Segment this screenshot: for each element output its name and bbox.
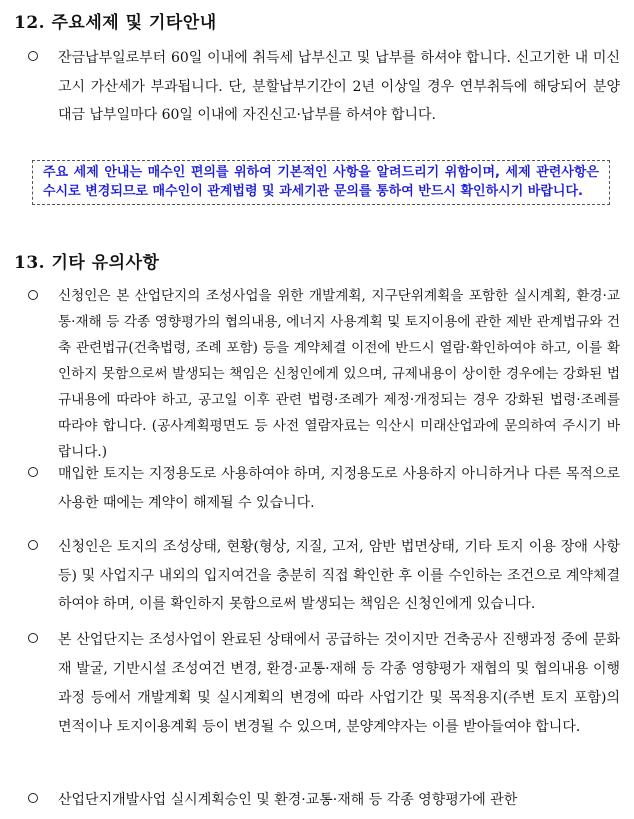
tax-notice-box: 주요 세제 안내는 매수인 편의를 위하여 기본적인 사항을 알려드리기 위함이며, 세제 관련사항은 수시로 변경되므로 매수인이 관계법령 및 과세기관 문의를 통하여 반드시 확인하시기 바랍니다. bbox=[32, 160, 610, 205]
list-item-land-use bbox=[28, 460, 620, 517]
implementation-plan-text: 산업단지개발사업 실시계획승인 및 환경·교통·재해 등 각종 영향평가에 관한 bbox=[58, 792, 518, 808]
site-condition-text: 신청인은 토지의 조성상태, 현황(형상, 지질, 고저, 암반 법면상태, 기타 토지 이용 장애 사항 등) 및 사업지구 내외의 입지여건을 충분히 직접 확인한 후 이를 수인하는 조건으로 계약체결 하여야 하며, 이를 확인하지 못함으로써 발생되는 책임은 신청인에게 있습니다. bbox=[58, 539, 621, 612]
circle-bullet-icon bbox=[28, 283, 40, 295]
list-item-implementation-plan bbox=[28, 786, 620, 815]
land-use-text: 매입한 토지는 지정용도로 사용하여야 하며, 지정용도로 사용하지 아니하거나 다른 목적으로 사용한 때에는 계약이 해제될 수 있습니다. bbox=[58, 466, 620, 511]
list-item-tax-filing bbox=[28, 44, 620, 130]
section-13-heading: 13. 기타 유의사항 bbox=[14, 253, 160, 273]
tax-filing-text: 잔금납부일로부터 60일 이내에 취득세 납부신고 및 납부를 하셔야 합니다. 신고기한 내 미신고시 가산세가 부과됩니다. 단, 분할납부기간이 2년 이상일 경우 연부취득에 해당되어 분양대금 납부일마다 60일 이내에 자진신고·납부를 하셔야 합니다. bbox=[58, 50, 620, 123]
circle-bullet-icon bbox=[28, 44, 40, 56]
list-item-regulations bbox=[28, 283, 620, 465]
circle-bullet-icon bbox=[28, 460, 40, 472]
section-12-heading: 12. 주요세제 및 기타안내 bbox=[14, 13, 217, 33]
plan-change-text: 본 산업단지는 조성사업이 완료된 상태에서 공급하는 것이지만 건축공사 진행과정 중에 문화재 발굴, 기반시설 조성여건 변경, 환경·교통·재해 등 각종 영향평가 재협의 및 협의내용 이행과정 등에서 개발계획 및 실시계획의 변경에 따라 사업기간 및 목적용지(주변 토지 포함)의 면적이나 토지이용계획 등이 변경될 수 있으며, 분양계약자는 이를 받아들여야 합니다. bbox=[58, 632, 620, 735]
circle-bullet-icon bbox=[28, 786, 40, 798]
list-item-site-condition bbox=[28, 533, 620, 619]
circle-bullet-icon bbox=[28, 626, 40, 638]
list-item-plan-change bbox=[28, 626, 620, 742]
regulations-text: 신청인은 본 산업단지의 조성사업을 위한 개발계획, 지구단위계획을 포함한 실시계획, 환경·교통·재해 등 각종 영향평가의 협의내용, 에너지 사용계획 및 토지이용에 관한 제반 관계법규와 건축 관련법규(건축법령, 조례 포함) 등을 계약체결 이전에 반드시 열람·확인하여야 하고, 이를 확인하지 못함으로써 발생되는 책임은 신청인에게 있으며, 규제내용이 상이한 경우에는 강화된 법규내용에 따라야 하고, 공고일 이후 관련 법령·조례가 제정·개정되는 경우 강화된 법령·조례를 따라야 합니다. (공사계획평면도 등 사전 열람자료는 익산시 미래산업과에 문의하여 주시기 바랍니다.) bbox=[58, 288, 620, 460]
circle-bullet-icon bbox=[28, 533, 40, 545]
